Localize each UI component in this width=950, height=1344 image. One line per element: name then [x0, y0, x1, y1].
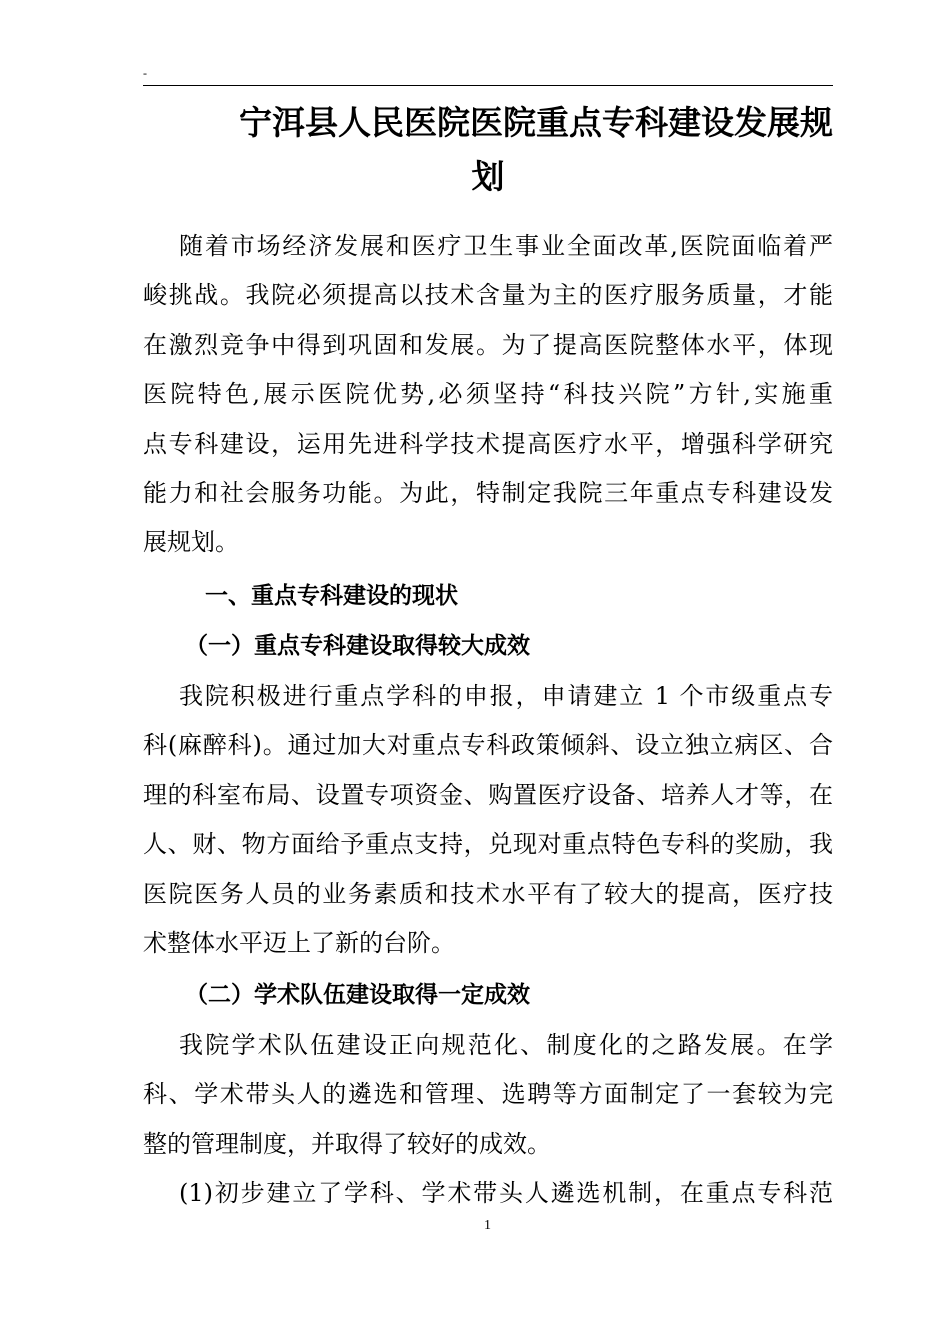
subsection-heading: （一）重点专科建设取得较大成效	[185, 633, 530, 659]
header-rule	[143, 85, 833, 86]
paragraph-line: 科、学术带头人的遴选和管理、选聘等方面制定了一套较为完	[143, 1080, 833, 1109]
paragraph-line: 医院特色,展示医院优势,必须坚持“科技兴院”方针,实施重	[143, 380, 833, 409]
page-title	[143, 96, 833, 204]
title-line-1: 宁洱县人民医院医院重点专科建设发展规	[239, 103, 833, 142]
paragraph-line: 能力和社会服务功能。为此，特制定我院三年重点专科建设发	[143, 478, 833, 507]
paragraph-line: 整的管理制度，并取得了较好的成效。	[143, 1129, 551, 1158]
intro-paragraph	[143, 222, 833, 568]
paragraph-line: 随着市场经济发展和医疗卫生事业全面改革,医院面临着严	[179, 232, 833, 260]
paragraph-line: 峻挑战。我院必须提高以技术含量为主的医疗服务质量，才能	[143, 281, 833, 310]
paragraph-line: 人、财、物方面给予重点支持，兑现对重点特色专科的奖励，我	[143, 830, 833, 859]
paragraph-line: 科(麻醉科)。通过加大对重点专科政策倾斜、设立独立病区、合	[143, 731, 833, 760]
paragraph-line: 理的科室布局、设置专项资金、购置医疗设备、培养人才等，在	[143, 780, 833, 809]
paragraph-line: 医院医务人员的业务素质和技术水平有了较大的提高，医疗技	[143, 879, 833, 908]
paragraph-line: 我院积极进行重点学科的申报，申请建立 1 个市级重点专	[179, 682, 833, 710]
paragraph-line: 我院学术队伍建设正向规范化、制度化的之路发展。在学	[179, 1031, 833, 1059]
section-heading: 一、重点专科建设的现状	[205, 583, 458, 609]
subsection-1-paragraph	[143, 672, 833, 968]
paragraph-line: 在激烈竞争中得到巩固和发展。为了提高医院整体水平，体现	[143, 330, 833, 359]
paragraph-line: 展规划。	[143, 528, 239, 557]
paragraph-line: 点专科建设，运用先进科学技术提高医疗水平，增强科学研究	[143, 429, 833, 458]
subsection-2-paragraph	[143, 1021, 833, 1219]
header-mark: -	[143, 66, 147, 80]
paragraph-line: 术整体水平迈上了新的台阶。	[143, 928, 455, 957]
title-line-2: 划	[471, 157, 505, 196]
paragraph-line: (1)初步建立了学科、学术带头人遴选机制，在重点专科范	[179, 1179, 833, 1208]
subsection-heading: （二）学术队伍建设取得一定成效	[185, 982, 530, 1008]
page-number: 1	[484, 1218, 491, 1233]
